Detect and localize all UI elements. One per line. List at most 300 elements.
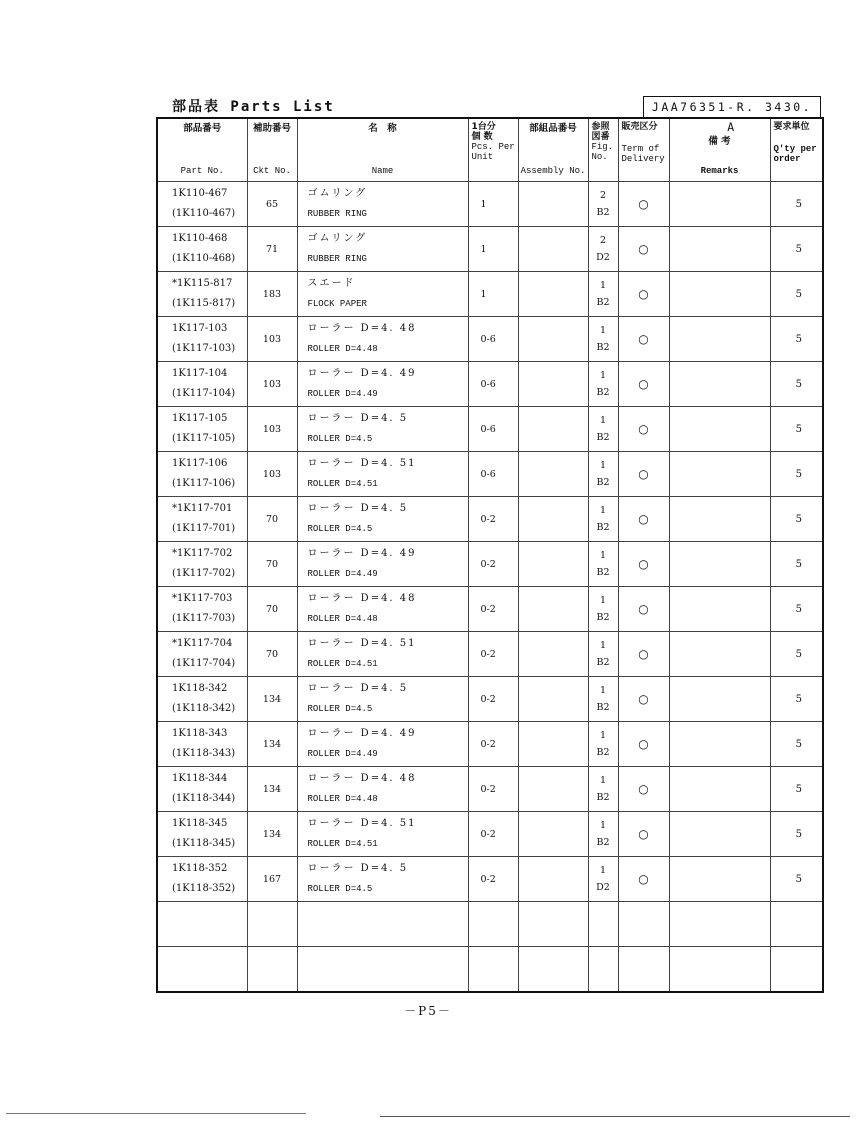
part-number-cell bbox=[157, 227, 247, 272]
part-number: 1K118-345 bbox=[172, 818, 228, 829]
col-remarks-en: Remarks bbox=[700, 166, 739, 177]
name-cell bbox=[297, 317, 468, 362]
ckt-number: 103 bbox=[247, 317, 297, 362]
name-en: ROLLER D=4.5 bbox=[307, 884, 373, 894]
table-row bbox=[157, 272, 823, 317]
empty-cell bbox=[518, 902, 588, 947]
term-of-delivery: ○ bbox=[618, 812, 669, 857]
fig-cell bbox=[588, 407, 618, 452]
remarks bbox=[669, 857, 770, 902]
col-assembly bbox=[518, 118, 588, 182]
part-number: 1K110-467 bbox=[172, 188, 228, 199]
fig-cell bbox=[588, 227, 618, 272]
col-qty bbox=[770, 118, 823, 182]
name-cell bbox=[297, 677, 468, 722]
fig-ref: B2 bbox=[596, 567, 610, 578]
qty-per-order: 5 bbox=[770, 407, 823, 452]
qty-per-order: 5 bbox=[770, 317, 823, 362]
fig-number: 1 bbox=[599, 325, 607, 336]
qty-per-order: 5 bbox=[770, 857, 823, 902]
col-qty-en2: order bbox=[773, 153, 801, 164]
part-number-cell bbox=[157, 587, 247, 632]
table-row bbox=[157, 362, 823, 407]
assembly-number bbox=[518, 542, 588, 587]
pcs-per-unit: 1 bbox=[468, 227, 518, 272]
part-number: 1K117-104 bbox=[172, 368, 228, 379]
fig-cell bbox=[588, 587, 618, 632]
fig-ref: B2 bbox=[596, 792, 610, 803]
name-cell bbox=[297, 452, 468, 497]
term-of-delivery: ○ bbox=[618, 857, 669, 902]
remarks bbox=[669, 722, 770, 767]
part-number-alt: (1K118-342) bbox=[172, 703, 236, 714]
assembly-number bbox=[518, 407, 588, 452]
assembly-number bbox=[518, 857, 588, 902]
fig-cell bbox=[588, 542, 618, 587]
fig-cell bbox=[588, 362, 618, 407]
term-of-delivery: ○ bbox=[618, 542, 669, 587]
name-en: RUBBER RING bbox=[307, 254, 367, 264]
col-fig-en2: No. bbox=[591, 151, 608, 162]
name-cell bbox=[297, 497, 468, 542]
part-number: 1K118-342 bbox=[172, 683, 228, 694]
footer-rule-right bbox=[380, 1116, 850, 1117]
remarks bbox=[669, 677, 770, 722]
term-of-delivery: ○ bbox=[618, 767, 669, 812]
col-assembly-jp: 部組品番号 bbox=[529, 123, 577, 134]
ckt-number: 183 bbox=[247, 272, 297, 317]
fig-number: 1 bbox=[599, 640, 607, 651]
ckt-number: 70 bbox=[247, 632, 297, 677]
name-en: RUBBER RING bbox=[307, 209, 367, 219]
name-en: ROLLER D=4.48 bbox=[307, 794, 378, 804]
col-pcs-jp1: 1台分 bbox=[471, 122, 496, 132]
term-of-delivery: ○ bbox=[618, 317, 669, 362]
table-row bbox=[157, 407, 823, 452]
name-jp: ローラー D=4. 49 bbox=[307, 368, 417, 379]
col-name-jp: 名 称 bbox=[368, 123, 397, 134]
empty-cell bbox=[157, 902, 247, 947]
assembly-number bbox=[518, 182, 588, 227]
ckt-number: 70 bbox=[247, 542, 297, 587]
remarks bbox=[669, 767, 770, 812]
part-number-alt: (1K110-467) bbox=[172, 208, 236, 219]
assembly-number bbox=[518, 632, 588, 677]
pcs-per-unit: 0-2 bbox=[468, 632, 518, 677]
fig-number: 1 bbox=[599, 505, 607, 516]
pcs-per-unit: 0-6 bbox=[468, 317, 518, 362]
page-title: 部品表 Parts List bbox=[172, 99, 335, 115]
assembly-number bbox=[518, 767, 588, 812]
qty-per-order: 5 bbox=[770, 812, 823, 857]
part-number: 1K110-468 bbox=[172, 233, 228, 244]
empty-cell bbox=[518, 947, 588, 993]
ckt-number: 167 bbox=[247, 857, 297, 902]
qty-per-order: 5 bbox=[770, 722, 823, 767]
qty-per-order: 5 bbox=[770, 182, 823, 227]
term-of-delivery: ○ bbox=[618, 587, 669, 632]
fig-ref: D2 bbox=[596, 882, 610, 893]
assembly-number bbox=[518, 812, 588, 857]
table-row bbox=[157, 677, 823, 722]
col-ckt-no-en: Ckt No. bbox=[253, 166, 291, 177]
name-en: ROLLER D=4.51 bbox=[307, 479, 378, 489]
part-number-alt: (1K118-345) bbox=[172, 838, 236, 849]
name-cell bbox=[297, 812, 468, 857]
col-term bbox=[618, 118, 669, 182]
fig-number: 1 bbox=[599, 415, 607, 426]
fig-number: 1 bbox=[599, 280, 607, 291]
term-of-delivery: ○ bbox=[618, 497, 669, 542]
col-part-no-jp: 部品番号 bbox=[183, 123, 222, 134]
fig-number: 1 bbox=[599, 865, 607, 876]
fig-cell bbox=[588, 857, 618, 902]
col-fig-jp1: 参照 bbox=[591, 122, 610, 132]
table-row bbox=[157, 587, 823, 632]
name-jp: ゴムリング bbox=[307, 233, 368, 244]
name-jp: ゴムリング bbox=[307, 188, 368, 199]
part-number-cell bbox=[157, 812, 247, 857]
fig-cell bbox=[588, 632, 618, 677]
fig-cell bbox=[588, 677, 618, 722]
table-row bbox=[157, 632, 823, 677]
term-of-delivery: ○ bbox=[618, 182, 669, 227]
remarks bbox=[669, 227, 770, 272]
pcs-per-unit: 0-6 bbox=[468, 407, 518, 452]
name-cell bbox=[297, 857, 468, 902]
part-number-alt: (1K117-106) bbox=[172, 478, 236, 489]
empty-cell bbox=[669, 947, 770, 993]
name-jp: ローラー D=4. 5 bbox=[307, 863, 409, 874]
col-fig-jp2: 図番 bbox=[591, 131, 610, 142]
col-ckt-no bbox=[247, 118, 297, 182]
assembly-number bbox=[518, 317, 588, 362]
empty-cell bbox=[468, 947, 518, 993]
fig-number: 1 bbox=[599, 775, 607, 786]
col-remarks bbox=[669, 118, 770, 182]
part-number: *1K117-703 bbox=[172, 593, 233, 604]
document-id: JAA76351-R. 3430. A bbox=[643, 96, 821, 118]
pcs-per-unit: 0-6 bbox=[468, 362, 518, 407]
empty-cell bbox=[247, 947, 297, 993]
empty-cell bbox=[618, 947, 669, 993]
empty-cell bbox=[297, 902, 468, 947]
qty-per-order: 5 bbox=[770, 632, 823, 677]
fig-number: 1 bbox=[599, 595, 607, 606]
term-of-delivery: ○ bbox=[618, 632, 669, 677]
fig-number: 1 bbox=[599, 460, 607, 471]
part-number-cell bbox=[157, 452, 247, 497]
term-of-delivery: ○ bbox=[618, 362, 669, 407]
col-pcs-jp2: 個 数 bbox=[471, 131, 493, 142]
name-jp: ローラー D=4. 51 bbox=[307, 638, 417, 649]
fig-number: 2 bbox=[599, 235, 607, 246]
part-number-alt: (1K118-352) bbox=[172, 883, 236, 894]
fig-ref: B2 bbox=[596, 612, 610, 623]
fig-ref: B2 bbox=[596, 207, 610, 218]
term-of-delivery: ○ bbox=[618, 227, 669, 272]
ckt-number: 134 bbox=[247, 812, 297, 857]
part-number-alt: (1K110-468) bbox=[172, 253, 236, 264]
ckt-number: 71 bbox=[247, 227, 297, 272]
empty-cell bbox=[770, 947, 823, 993]
fig-cell bbox=[588, 722, 618, 767]
part-number-cell bbox=[157, 632, 247, 677]
remarks bbox=[669, 362, 770, 407]
term-of-delivery: ○ bbox=[618, 722, 669, 767]
part-number-alt: (1K117-702) bbox=[172, 568, 236, 579]
pcs-per-unit: 0-2 bbox=[468, 857, 518, 902]
part-number: *1K115-817 bbox=[172, 278, 233, 289]
col-part-no bbox=[157, 118, 247, 182]
name-en: FLOCK PAPER bbox=[307, 299, 367, 309]
part-number: 1K118-344 bbox=[172, 773, 228, 784]
name-jp: ローラー D=4. 5 bbox=[307, 413, 409, 424]
empty-cell bbox=[770, 902, 823, 947]
pcs-per-unit: 1 bbox=[468, 272, 518, 317]
name-en: ROLLER D=4.48 bbox=[307, 614, 378, 624]
part-number-cell bbox=[157, 542, 247, 587]
part-number-alt: (1K117-701) bbox=[172, 523, 236, 534]
empty-cell bbox=[618, 902, 669, 947]
remarks bbox=[669, 407, 770, 452]
empty-cell bbox=[468, 902, 518, 947]
empty-cell bbox=[247, 902, 297, 947]
assembly-number bbox=[518, 362, 588, 407]
col-name bbox=[297, 118, 468, 182]
part-number-alt: (1K117-104) bbox=[172, 388, 236, 399]
col-qty-jp: 要求単位 bbox=[773, 122, 810, 132]
term-of-delivery: ○ bbox=[618, 677, 669, 722]
assembly-number bbox=[518, 677, 588, 722]
col-term-en2: Delivery bbox=[621, 153, 665, 164]
name-cell bbox=[297, 722, 468, 767]
fig-ref: B2 bbox=[596, 297, 610, 308]
table-row bbox=[157, 722, 823, 767]
pcs-per-unit: 0-2 bbox=[468, 722, 518, 767]
qty-per-order: 5 bbox=[770, 362, 823, 407]
col-ckt-no-jp: 補助番号 bbox=[252, 123, 291, 134]
name-jp: スエード bbox=[307, 278, 356, 289]
empty-cell bbox=[588, 902, 618, 947]
part-number: *1K117-702 bbox=[172, 548, 233, 559]
remarks bbox=[669, 272, 770, 317]
name-en: ROLLER D=4.49 bbox=[307, 569, 378, 579]
part-number: 1K117-103 bbox=[172, 323, 228, 334]
col-fig bbox=[588, 118, 618, 182]
parts-table bbox=[156, 117, 824, 993]
part-number-alt: (1K117-103) bbox=[172, 343, 236, 354]
table-row bbox=[157, 227, 823, 272]
part-number-alt: (1K118-343) bbox=[172, 748, 236, 759]
col-part-no-en: Part No. bbox=[180, 166, 224, 177]
fig-cell bbox=[588, 182, 618, 227]
fig-ref: B2 bbox=[596, 387, 610, 398]
col-fig-en1: Fig. bbox=[591, 141, 614, 152]
name-cell bbox=[297, 227, 468, 272]
table-row bbox=[157, 767, 823, 812]
remarks bbox=[669, 812, 770, 857]
table-row bbox=[157, 542, 823, 587]
fig-ref: B2 bbox=[596, 342, 610, 353]
name-en: ROLLER D=4.5 bbox=[307, 524, 373, 534]
header-row bbox=[157, 118, 823, 182]
name-jp: ローラー D=4. 48 bbox=[307, 323, 417, 334]
name-en: ROLLER D=4.49 bbox=[307, 389, 378, 399]
part-number-alt: (1K115-817) bbox=[172, 298, 236, 309]
name-cell bbox=[297, 587, 468, 632]
part-number-cell bbox=[157, 767, 247, 812]
name-jp: ローラー D=4. 51 bbox=[307, 818, 417, 829]
part-number: 1K117-105 bbox=[172, 413, 228, 424]
fig-ref: B2 bbox=[596, 657, 610, 668]
footer-rule-left bbox=[6, 1113, 306, 1114]
name-jp: ローラー D=4. 48 bbox=[307, 593, 417, 604]
empty-row bbox=[157, 902, 823, 947]
name-cell bbox=[297, 272, 468, 317]
table-row bbox=[157, 317, 823, 362]
remarks bbox=[669, 317, 770, 362]
qty-per-order: 5 bbox=[770, 272, 823, 317]
part-number-alt: (1K117-704) bbox=[172, 658, 236, 669]
fig-cell bbox=[588, 767, 618, 812]
fig-number: 1 bbox=[599, 370, 607, 381]
fig-cell bbox=[588, 497, 618, 542]
qty-per-order: 5 bbox=[770, 452, 823, 497]
fig-ref: D2 bbox=[596, 252, 610, 263]
ckt-number: 103 bbox=[247, 407, 297, 452]
part-number: 1K118-343 bbox=[172, 728, 228, 739]
empty-cell bbox=[669, 902, 770, 947]
part-number-cell bbox=[157, 272, 247, 317]
term-of-delivery: ○ bbox=[618, 452, 669, 497]
ckt-number: 70 bbox=[247, 587, 297, 632]
qty-per-order: 5 bbox=[770, 227, 823, 272]
qty-per-order: 5 bbox=[770, 767, 823, 812]
remarks bbox=[669, 632, 770, 677]
table-row bbox=[157, 182, 823, 227]
remarks bbox=[669, 182, 770, 227]
fig-number: 1 bbox=[599, 820, 607, 831]
assembly-number bbox=[518, 722, 588, 767]
fig-number: 1 bbox=[599, 550, 607, 561]
fig-cell bbox=[588, 812, 618, 857]
qty-per-order: 5 bbox=[770, 677, 823, 722]
table-row bbox=[157, 812, 823, 857]
part-number-cell bbox=[157, 722, 247, 767]
name-cell bbox=[297, 542, 468, 587]
fig-ref: B2 bbox=[596, 837, 610, 848]
page-number: －P5－ bbox=[404, 1004, 452, 1018]
col-remarks-jp: 備 考 bbox=[708, 136, 731, 147]
assembly-number bbox=[518, 587, 588, 632]
part-number-cell bbox=[157, 182, 247, 227]
ckt-number: 103 bbox=[247, 452, 297, 497]
name-cell bbox=[297, 407, 468, 452]
parts-table-body bbox=[157, 182, 823, 993]
empty-row bbox=[157, 947, 823, 993]
part-number-cell bbox=[157, 857, 247, 902]
name-cell bbox=[297, 767, 468, 812]
assembly-number bbox=[518, 452, 588, 497]
name-cell bbox=[297, 362, 468, 407]
table-row bbox=[157, 452, 823, 497]
fig-number: 2 bbox=[599, 190, 607, 201]
pcs-per-unit: 0-2 bbox=[468, 497, 518, 542]
pcs-per-unit: 0-2 bbox=[468, 677, 518, 722]
fig-ref: B2 bbox=[596, 747, 610, 758]
ckt-number: 103 bbox=[247, 362, 297, 407]
part-number-alt: (1K118-344) bbox=[172, 793, 236, 804]
part-number: *1K117-701 bbox=[172, 503, 233, 514]
col-name-en: Name bbox=[371, 166, 394, 177]
part-number-cell bbox=[157, 407, 247, 452]
ckt-number: 134 bbox=[247, 677, 297, 722]
assembly-number bbox=[518, 227, 588, 272]
remarks bbox=[669, 452, 770, 497]
name-en: ROLLER D=4.5 bbox=[307, 704, 373, 714]
name-en: ROLLER D=4.5 bbox=[307, 434, 373, 444]
fig-cell bbox=[588, 272, 618, 317]
fig-ref: B2 bbox=[596, 432, 610, 443]
fig-ref: B2 bbox=[596, 702, 610, 713]
empty-cell bbox=[297, 947, 468, 993]
name-jp: ローラー D=4. 49 bbox=[307, 728, 417, 739]
name-cell bbox=[297, 182, 468, 227]
qty-per-order: 5 bbox=[770, 542, 823, 587]
remarks bbox=[669, 497, 770, 542]
col-pcs-en1: Pcs. Per bbox=[471, 141, 515, 152]
ckt-number: 134 bbox=[247, 767, 297, 812]
pcs-per-unit: 0-2 bbox=[468, 587, 518, 632]
ckt-number: 134 bbox=[247, 722, 297, 767]
part-number-alt: (1K117-105) bbox=[172, 433, 236, 444]
part-number-cell bbox=[157, 317, 247, 362]
ckt-number: 70 bbox=[247, 497, 297, 542]
ckt-number: 65 bbox=[247, 182, 297, 227]
col-qty-en1: Q'ty per bbox=[773, 143, 817, 154]
name-en: ROLLER D=4.49 bbox=[307, 749, 378, 759]
table-row bbox=[157, 497, 823, 542]
name-jp: ローラー D=4. 49 bbox=[307, 548, 417, 559]
name-jp: ローラー D=4. 51 bbox=[307, 458, 417, 469]
fig-ref: B2 bbox=[596, 522, 610, 533]
pcs-per-unit: 0-2 bbox=[468, 812, 518, 857]
name-en: ROLLER D=4.51 bbox=[307, 659, 378, 669]
col-term-jp: 販売区分 bbox=[621, 122, 658, 132]
part-number-cell bbox=[157, 677, 247, 722]
name-jp: ローラー D=4. 5 bbox=[307, 683, 409, 694]
name-jp: ローラー D=4. 5 bbox=[307, 503, 409, 514]
assembly-number bbox=[518, 497, 588, 542]
pcs-per-unit: 0-6 bbox=[468, 452, 518, 497]
term-of-delivery: ○ bbox=[618, 272, 669, 317]
name-jp: ローラー D=4. 48 bbox=[307, 773, 417, 784]
name-en: ROLLER D=4.48 bbox=[307, 344, 378, 354]
fig-number: 1 bbox=[599, 685, 607, 696]
part-number-cell bbox=[157, 497, 247, 542]
part-number-cell bbox=[157, 362, 247, 407]
col-pcs bbox=[468, 118, 518, 182]
empty-cell bbox=[157, 947, 247, 993]
fig-number: 1 bbox=[599, 730, 607, 741]
fig-cell bbox=[588, 452, 618, 497]
remarks bbox=[669, 542, 770, 587]
col-assembly-en: Assembly No. bbox=[520, 166, 586, 177]
part-number: *1K117-704 bbox=[172, 638, 233, 649]
table-row bbox=[157, 857, 823, 902]
remarks bbox=[669, 587, 770, 632]
